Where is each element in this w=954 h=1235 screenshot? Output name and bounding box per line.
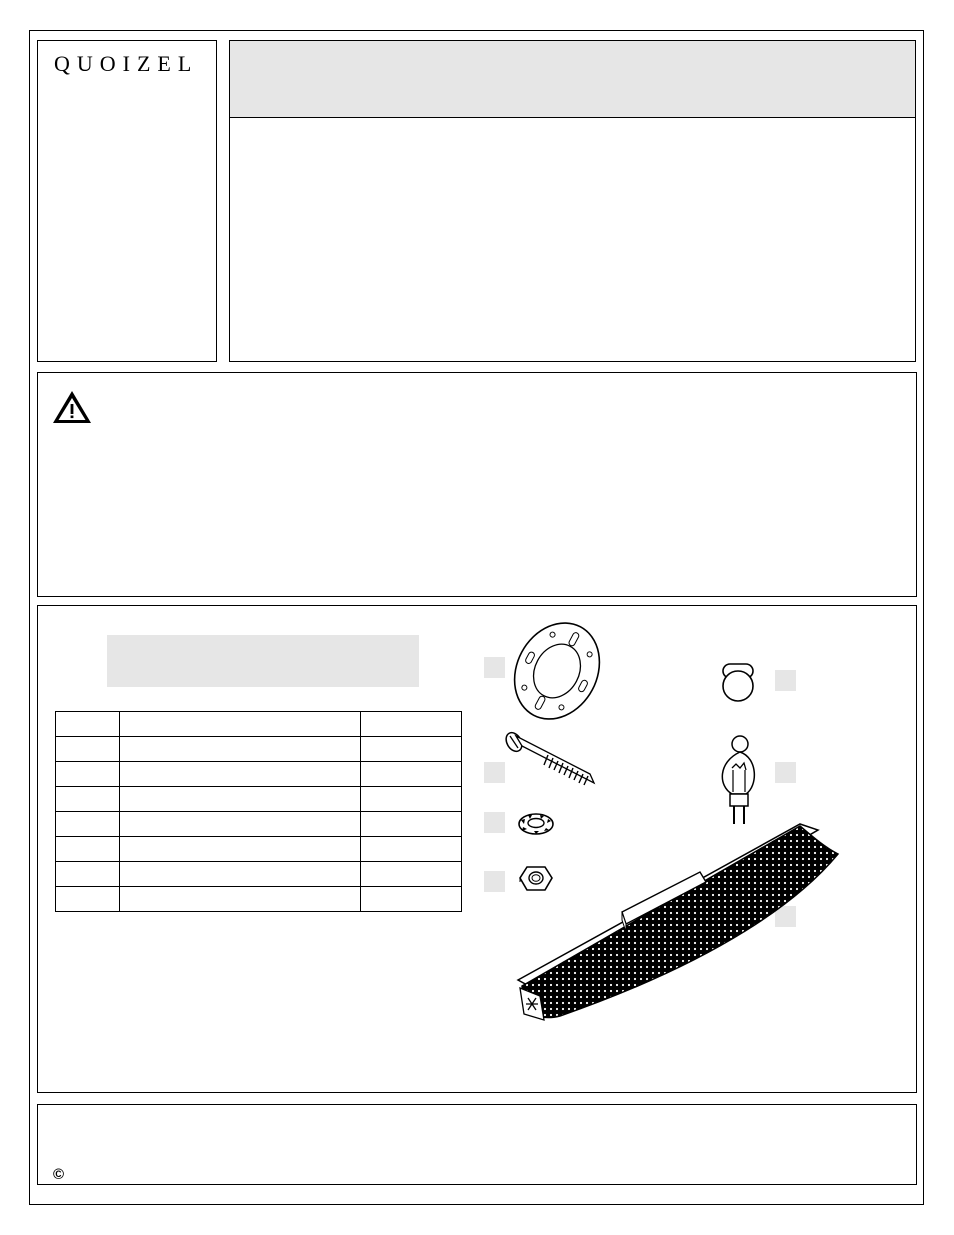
cell-item	[56, 837, 120, 862]
cell-item	[56, 812, 120, 837]
cell-item	[56, 712, 120, 737]
cell-item	[56, 762, 120, 787]
cell-qty	[361, 862, 462, 887]
cell-qty	[361, 812, 462, 837]
table-row	[56, 787, 462, 812]
cell-description	[120, 837, 361, 862]
part-tag	[484, 657, 505, 678]
glass-cap-icon	[717, 660, 759, 704]
logo-panel	[37, 40, 217, 362]
cell-description	[120, 862, 361, 887]
table-row	[56, 737, 462, 762]
cell-description	[120, 737, 361, 762]
footer-panel	[37, 1104, 917, 1185]
copyright-symbol: ©	[53, 1166, 65, 1183]
cell-qty	[361, 837, 462, 862]
part-tag	[775, 762, 796, 783]
cell-item	[56, 737, 120, 762]
bulb-icon	[712, 734, 762, 828]
parts-table	[55, 711, 462, 912]
cell-item	[56, 887, 120, 912]
table-row	[56, 712, 462, 737]
table-row	[56, 862, 462, 887]
brand-logo: QUOIZEL	[54, 51, 199, 76]
cell-description	[120, 762, 361, 787]
warning-triangle-icon	[51, 389, 93, 425]
table-row	[56, 812, 462, 837]
cell-qty	[361, 712, 462, 737]
cell-qty	[361, 762, 462, 787]
cell-qty	[361, 887, 462, 912]
fixture-bar-icon	[500, 820, 842, 1026]
cell-description	[120, 887, 361, 912]
cell-item	[56, 787, 120, 812]
part-tag	[775, 670, 796, 691]
warning-panel	[37, 372, 917, 597]
cell-description	[120, 812, 361, 837]
title-band	[230, 41, 915, 118]
screw-icon	[502, 728, 598, 790]
table-row	[56, 762, 462, 787]
title-panel	[229, 40, 916, 362]
cell-qty	[361, 737, 462, 762]
cell-description	[120, 712, 361, 737]
table-row	[56, 887, 462, 912]
cell-item	[56, 862, 120, 887]
table-row	[56, 837, 462, 862]
parts-heading-band	[107, 635, 419, 687]
cell-qty	[361, 787, 462, 812]
cell-description	[120, 787, 361, 812]
mounting-plate-icon	[506, 616, 608, 726]
